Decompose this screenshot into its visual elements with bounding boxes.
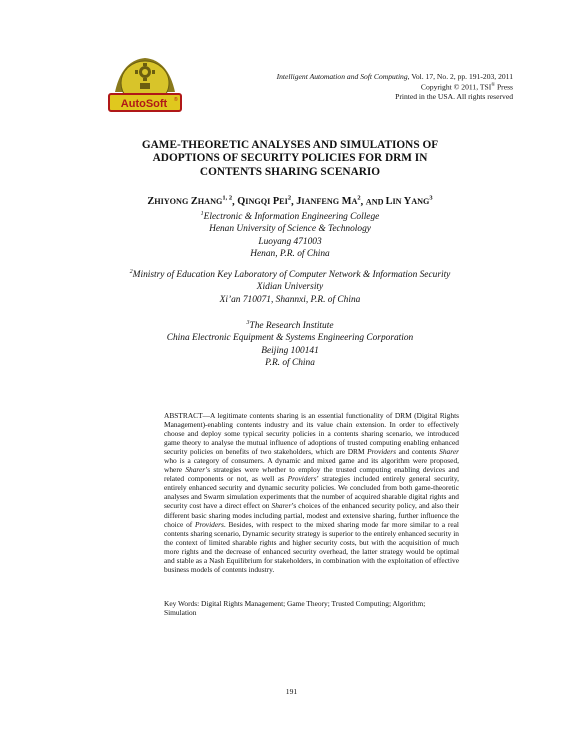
autosoft-logo-icon — [104, 52, 186, 116]
title-line-3: CONTENTS SHARING SCENARIO — [199, 165, 381, 178]
author-name-part: HANG — [197, 197, 223, 207]
affiliation-line — [60, 208, 520, 223]
affiliation-3 — [60, 317, 520, 369]
abstract-emphasis: Sharer — [271, 501, 292, 511]
abstract-emphasis: Providers — [195, 519, 224, 529]
author-and: AND — [365, 197, 386, 207]
abstract-emphasis: Sharer — [439, 447, 459, 457]
affiliation-sup: 3 — [246, 320, 250, 326]
author-initial: M — [341, 196, 352, 208]
abstract-text: ’s choices of the enhanced security policy, and also their different basic sharing modes including partial, modest and extensive sharing, further influence the choice of — [164, 501, 459, 529]
affiliation-1 — [60, 208, 520, 260]
author-affiliation-sup: 1, 2 — [222, 195, 233, 202]
author-separator: , — [232, 196, 238, 208]
journal-citation — [213, 72, 513, 81]
author-initial: Q — [237, 196, 246, 208]
author-affiliation-sup: 2 — [357, 195, 361, 202]
author-name-part: EI — [279, 197, 288, 207]
affiliation-sup: 2 — [129, 269, 133, 275]
journal-details: , Vol. 17, No. 2, pp. 191-203, 2011 — [407, 72, 513, 81]
logo-registered-mark: ® — [174, 97, 178, 103]
affiliation-text: The Research Institute — [249, 321, 334, 332]
affiliation-sup: 1 — [200, 211, 204, 217]
author-1 — [147, 196, 232, 207]
copyright-mark: ® — [491, 83, 496, 89]
logo-text: AutoSoft — [120, 98, 168, 110]
abstract-text: and contents — [396, 447, 440, 457]
abstract-text: . Besides, with respect to the mixed sharing mode far more similar to a real contents sharing scenario, Dynamic security strategy is superior to the entirely enhanced security in the context of limited sharable rights and higher security costs, but with the acquisition of much more rights and the decrease of enhanced security overhead, the latter strategy would be optimal and stable as a Nash Equilibrium for stakeholders, in combination with the exploitation of effective business models of contents industry. — [164, 519, 459, 574]
author-name-part: IN — [392, 197, 402, 207]
page-number: 191 — [285, 687, 298, 696]
author-name-part: ANG — [411, 197, 430, 207]
author-list — [90, 195, 490, 207]
author-affiliation-sup: 2 — [287, 195, 292, 202]
author-initial: P — [272, 196, 280, 208]
author-initial: Z — [190, 196, 198, 208]
journal-info — [213, 72, 513, 102]
author-4 — [386, 196, 433, 207]
author-2 — [237, 196, 291, 207]
affiliation-line — [60, 266, 520, 281]
abstract-emphasis: Providers — [287, 474, 317, 484]
abstract-text: ’s strategies were whether to employ the trusted computing enabling devices and related components or not, as well as — [164, 465, 460, 484]
affiliation-line — [60, 317, 520, 332]
author-name-part: INGQI — [245, 197, 271, 207]
paper-title — [90, 139, 490, 179]
abstract-text: ’ strategies included entirely general security, entirely enhanced security and dynamic security policies. We concluded from both game-theoretic analyses and Swarm simulation experiments that the number of acquired sharable digital rights and security cost have a direct effect on — [164, 474, 459, 511]
affiliation-line: Beijing 100141 — [261, 345, 319, 356]
journal-name: Intelligent Automation and Soft Computing — [276, 72, 408, 81]
keywords: Key Words: Digital Rights Management; Game Theory; Trusted Computing; Algorithm; Simulation — [164, 599, 426, 618]
author-separator: , — [360, 196, 366, 208]
title-line-1: GAME-THEORETIC ANALYSES AND SIMULATIONS OF — [141, 139, 439, 151]
abstract-emphasis: Sharer — [185, 465, 206, 475]
journal-copyright — [213, 81, 513, 92]
affiliation-line: Henan University of Science & Technology — [209, 224, 371, 235]
affiliation-line: Xi’an 710071, Shannxi, P.R. of China — [219, 294, 361, 305]
copyright-press: Press — [495, 82, 513, 92]
affiliation-text: Electronic & Information Engineering College — [203, 212, 380, 223]
publisher-logo — [104, 52, 186, 116]
author-initial: Y — [403, 196, 412, 208]
affiliation-line: P.R. of China — [265, 357, 315, 368]
affiliation-text: Ministry of Education Key Laboratory of Computer Network & Information Security — [132, 270, 451, 281]
affiliation-2 — [60, 266, 520, 306]
abstract — [164, 411, 459, 574]
abstract-text: ABSTRACT—A legitimate contents sharing is an essential functionality of DRM (Digital Rights Management)-enabling contents industry and its value chain extension. In order to effectively choose and deploy some typical security policies in a contents sharing scenario, we introduced game theory to analyse the mutual influence of adoptions of trusted computing enabling enhanced security policies on benefits of two stakeholders, which are DRM — [164, 411, 459, 457]
author-initial: L — [385, 196, 393, 208]
author-3 — [296, 196, 360, 207]
author-separator: , — [291, 196, 297, 208]
author-affiliation-sup: 3 — [429, 195, 433, 202]
author-initial: J — [296, 196, 302, 208]
affiliation-line: Henan, P.R. of China — [250, 248, 330, 259]
abstract-text: who is a category of consumers. A dynamic and mixed game and its algorithm were proposed, where — [164, 456, 459, 475]
affiliation-line: Luoyang 471003 — [258, 236, 322, 247]
affiliation-line: China Electronic Equipment & Systems Engineering Corporation — [166, 333, 414, 344]
affiliation-line: Xidian University — [256, 282, 324, 293]
author-name-part: IANFENG — [301, 197, 340, 207]
abstract-emphasis: Providers — [367, 447, 397, 457]
author-name-part: A — [351, 197, 358, 207]
title-line-2: ADOPTIONS OF SECURITY POLICIES FOR DRM IN — [152, 152, 428, 165]
author-initial: Z — [147, 196, 155, 208]
author-name-part: HIYONG — [154, 197, 189, 207]
journal-printed: Printed in the USA. All rights reserved — [395, 92, 513, 102]
copyright-text: Copyright © 2011, TSI — [420, 82, 492, 92]
